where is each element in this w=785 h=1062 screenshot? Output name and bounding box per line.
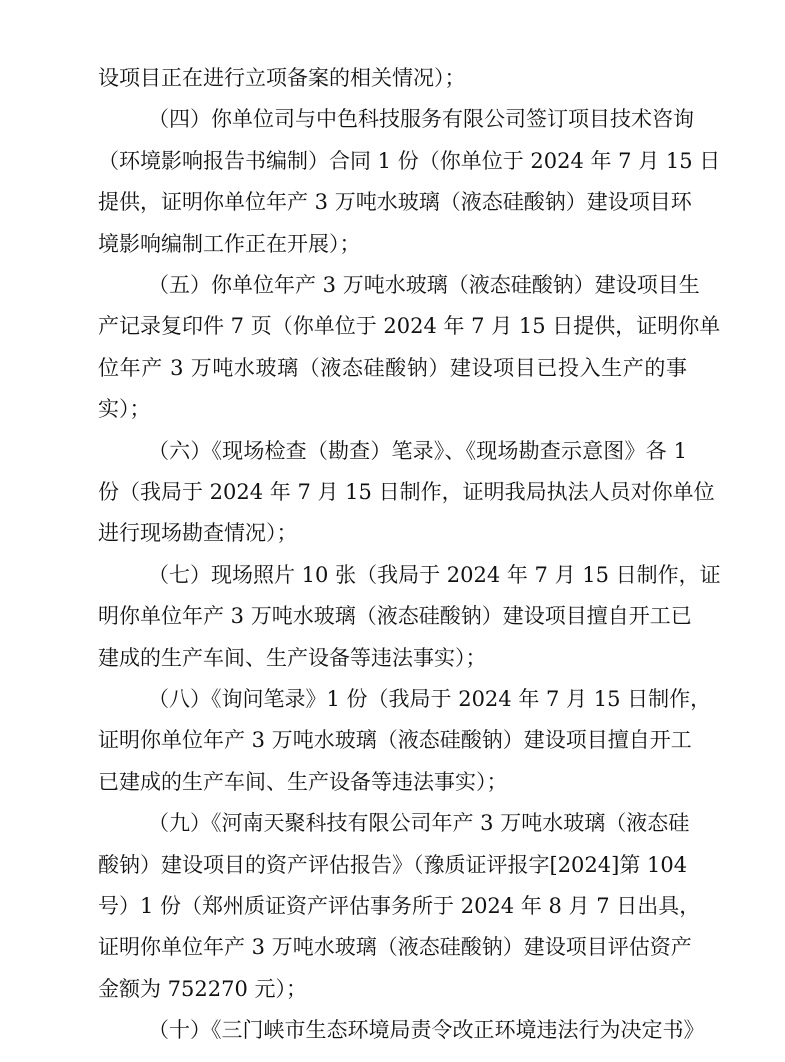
paragraph-5-line-1: （五）你单位年产 3 万吨水玻璃（液态硅酸钠）建设项目生 [148,273,700,297]
text-line: 进行现场勘查情况）； [98,521,298,545]
text-line: 提供，证明你单位年产 3 万吨水玻璃（液态硅酸钠）建设项目环 [98,190,692,214]
text-line: （环境影响报告书编制）合同 1 份（你单位于 2024 年 7 月 15 日 [98,149,721,173]
text-line: 设项目正在进行立项备案的相关情况）； [98,66,466,90]
text-line: 实）； [98,397,151,421]
paragraph-4-line-1: （四）你单位司与中色科技服务有限公司签订项目技术咨询 [148,107,694,131]
text-line: 证明你单位年产 3 万吨水玻璃（液态硅酸钠）建设项目评估资产 [98,935,692,959]
paragraph-9-line-1: （九）《河南天聚科技有限公司年产 3 万吨水玻璃（液态硅 [148,811,690,835]
paragraph-10-line-1: （十）《三门峡市生态环境局责令改正环境违法行为决定书》 [148,1018,705,1042]
text-line: 境影响编制工作正在开展）； [98,232,361,256]
text-line: 产记录复印件 7 页（你单位于 2024 年 7 月 15 日提供，证明你单 [98,314,721,338]
text-line: 号）1 份（郑州质证资产评估事务所于 2024 年 8 月 7 日出具， [98,894,701,918]
text-line: 金额为 752270 元）； [98,977,308,1001]
text-line: 证明你单位年产 3 万吨水玻璃（液态硅酸钠）建设项目擅自开工 [98,728,692,752]
text-line: 建成的生产车间、生产设备等违法事实）； [98,646,487,670]
paragraph-6-line-1: （六）《现场检查（勘查）笔录》、《现场勘查示意图》各 1 [148,439,687,463]
paragraph-8-line-1: （八）《询问笔录》1 份（我局于 2024 年 7 月 15 日制作， [148,687,712,711]
text-line: 酸钠）建设项目的资产评估报告》（豫质证评报字[2024]第 104 [98,853,688,877]
paragraph-7-line-1: （七）现场照片 10 张（我局于 2024 年 7 月 15 日制作，证 [148,563,721,587]
text-line: 份（我局于 2024 年 7 月 15 日制作，证明我局执法人员对你单位 [98,480,715,504]
text-line: 位年产 3 万吨水玻璃（液态硅酸钠）建设项目已投入生产的事 [98,356,687,380]
text-line: 明你单位年产 3 万吨水玻璃（液态硅酸钠）建设项目擅自开工已 [98,604,692,628]
text-line: 已建成的生产车间、生产设备等违法事实）； [98,770,508,794]
